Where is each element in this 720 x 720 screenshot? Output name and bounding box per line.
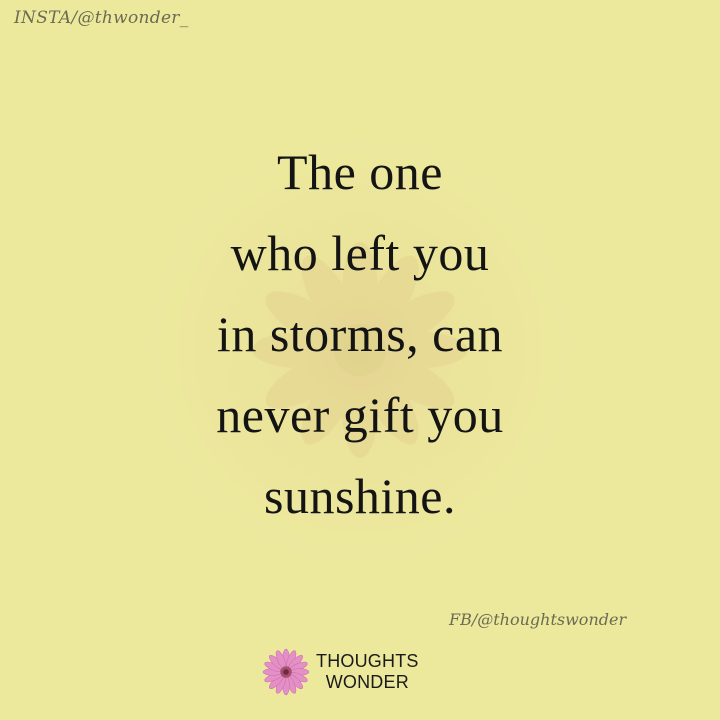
quote-text [0,132,720,537]
quote-line: who left you [230,225,490,281]
quote-line: never gift you [216,387,504,443]
fb-handle: FB/@thoughtswonder [449,610,627,629]
brand-logo [262,646,419,698]
brand-line-1: THOUGHTS [316,651,419,671]
quote-line: sunshine. [264,468,456,524]
brand-line-2: WONDER [325,672,409,692]
pink-flower-icon [262,648,310,696]
quote-line: in storms, can [216,306,504,362]
insta-handle: INSTA/@thwonder_ [14,8,189,28]
quote-line: The one [277,144,443,200]
brand-name [316,651,419,693]
